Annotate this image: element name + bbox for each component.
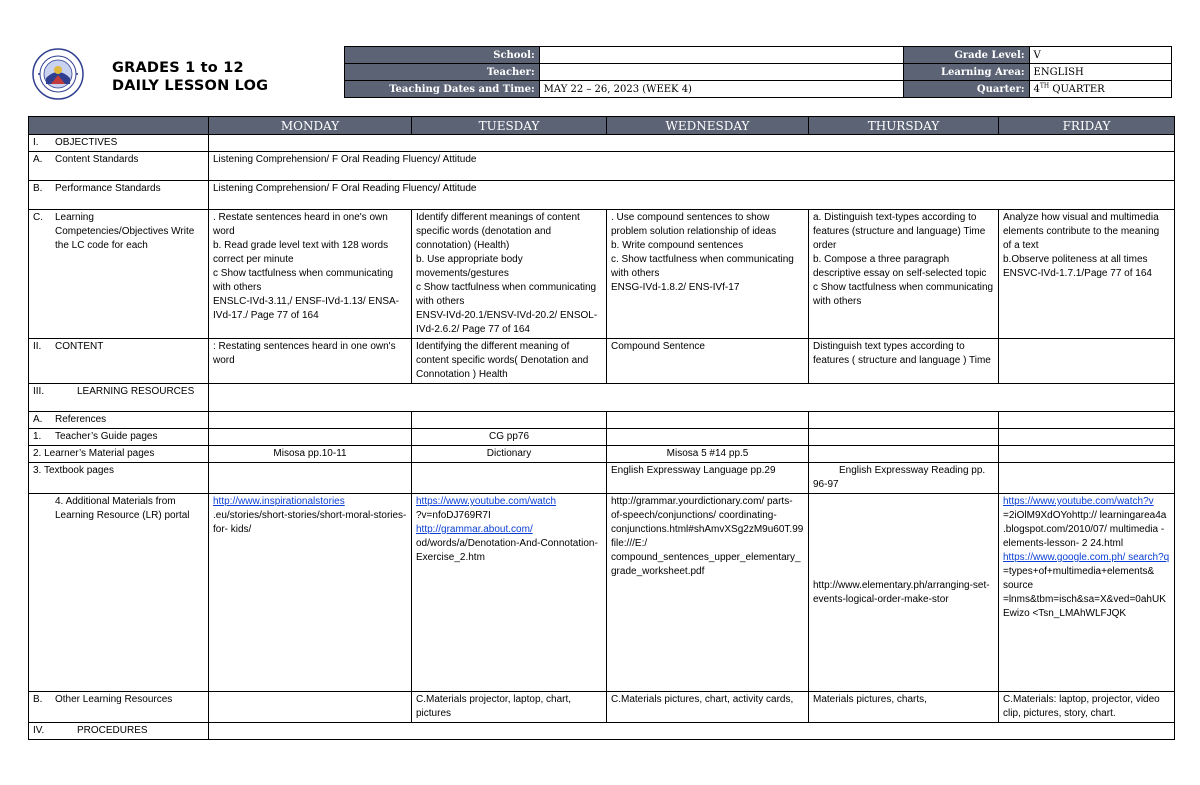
page-title [112,59,268,95]
grade-level-value: V [1029,47,1171,64]
day-header-row [29,117,1175,135]
competencies-friday: Analyze how visual and multimedia elements contribute to the meaning of a text b.Observe politeness at all times ENSVC-IVd-1.7.1/Page 77 of 164 [999,210,1175,339]
title-line-1: GRADES 1 to 12 [112,60,244,76]
additional-monday [209,494,412,692]
competencies-num: C. [33,212,43,223]
teachers-guide-num: 1. [33,431,42,442]
day-header-wednesday: WEDNESDAY [607,117,809,135]
row-learning-resources [29,384,1175,412]
other-resources-label [29,692,209,723]
competencies-monday: . Restate sentences heard in one's own word b. Read grade level text with 128 words correct per minute c Show tactfulness when communicating with others ENSLC-IVd-3.11,/ ENSF-IVd-1.13/ ENSA-IVd-17./ Page 77 of 164 [209,210,412,339]
teachers-guide-tuesday: CG pp76 [412,429,607,446]
performance-standards-value: Listening Comprehension/ F Oral Reading Fluency/ Attitude [209,181,1175,210]
content-standards-label [29,152,209,181]
additional-friday-rest: =types+of+multimedia+elements& source =lnms&tbm=isch&sa=X&ved=0ahUKEwizo <Tsn_LMAhWLFJQK [1003,566,1166,619]
additional-friday [999,494,1175,692]
learning-resources-cell [209,384,1175,412]
row-objectives [29,135,1175,152]
teachers-guide-friday [999,429,1175,446]
learners-material-wednesday: Misosa 5 #14 pp.5 [607,446,809,463]
day-header-friday: FRIDAY [999,117,1175,135]
teachers-guide-label [29,429,209,446]
other-resources-tuesday: C.Materials projector, laptop, chart, pictures [412,692,607,723]
header-info-table [344,46,1172,98]
other-resources-friday: C.Materials: laptop, projector, video clip, pictures, story, chart. [999,692,1175,723]
additional-tuesday [412,494,607,692]
other-resources-text: Other Learning Resources [55,694,173,705]
additional-tuesday-mid: ?v=nfoDJ769R7I [416,510,491,521]
day-header-thursday: THURSDAY [809,117,999,135]
content-label [29,339,209,384]
row-procedures [29,723,1175,740]
other-resources-thursday: Materials pictures, charts, [809,692,999,723]
row-content-standards [29,152,1175,181]
references-thursday [809,412,999,429]
quarter-value [1029,81,1171,98]
dll-header [28,45,1172,103]
textbook-monday [209,463,412,494]
competencies-text: Learning Competencies/Objectives Write the LC code for each [55,212,195,251]
additional-thursday: http://www.elementary.ph/arranging-set-events-logical-order-make-stor [809,494,999,692]
additional-monday-link[interactable]: http://www.inspirationalstories [213,496,345,507]
objectives-label [29,135,209,152]
competencies-thursday: a. Distinguish text-types according to features (structure and language) Time order b. Compose a three paragraph descriptive essay on self-selected topic c Show tactfulness when communicating with others [809,210,999,339]
day-header-blank [29,117,209,135]
content-thursday: Distinguish text types according to features ( structure and language ) Time [809,339,999,384]
additional-tuesday-link-1[interactable]: https://www.youtube.com/watch [416,496,557,507]
competencies-tuesday: Identify different meanings of content specific words (denotation and connotation) (Health) b. Use appropriate body movements/gestures c Show tactfulness when communicating with others ENSV-IVd-20.1/ENSV-IVd-20.2/ ENSOL-IVd-2.6.2/ Page 77 of 164 [412,210,607,339]
quarter-number: 4 [1033,83,1040,95]
competencies-wednesday: . Use compound sentences to show problem solution relationship of ideas b. Write compound sentences c. Show tactfulness when communicating with others ENSG-IVd-1.8.2/ ENS-IVf-17 [607,210,809,339]
procedures-text: PROCEDURES [77,725,148,736]
deped-seal-icon [32,48,84,100]
additional-friday-mid: =2iOlM9XdOYohttp:// learningarea4a .blogspot.com/2010/07/ multimedia -elements-lesson- 2 24.html [1003,510,1167,549]
procedures-label [29,723,209,740]
teaching-dates-label: Teaching Dates and Time: [345,81,540,98]
content-monday: : Restating sentences heard in one own's word [209,339,412,384]
other-resources-monday [209,692,412,723]
learning-resources-text: LEARNING RESOURCES [77,386,195,397]
learners-material-tuesday: Dictionary [412,446,607,463]
objectives-num: I. [33,137,39,148]
quarter-word: QUARTER [1049,83,1105,95]
performance-standards-label [29,181,209,210]
textbook-thursday [809,463,999,494]
learners-material-label: 2. Learner’s Material pages [29,446,209,463]
row-content [29,339,1175,384]
objectives-cell [209,135,1175,152]
teacher-value [539,64,903,81]
row-additional-materials [29,494,1175,692]
learners-material-monday: Misosa pp.10-11 [209,446,412,463]
textbook-friday [999,463,1175,494]
additional-tuesday-rest: od/words/a/Denotation-And-Connotation-Exercise_2.htm [416,538,598,563]
row-teachers-guide [29,429,1175,446]
content-text: CONTENT [55,341,104,352]
row-other-resources [29,692,1175,723]
procedures-cell [209,723,1175,740]
references-num: A. [33,414,43,425]
teachers-guide-monday [209,429,412,446]
content-standards-value: Listening Comprehension/ F Oral Reading Fluency/ Attitude [209,152,1175,181]
additional-materials-text: 4. Additional Materials from Learning Resource (LR) portal [55,496,190,521]
quarter-label: Quarter: [903,81,1029,98]
teaching-dates-value: MAY 22 – 26, 2023 (WEEK 4) [539,81,903,98]
other-resources-num: B. [33,694,43,705]
lesson-log-table [28,116,1175,740]
references-wednesday [607,412,809,429]
additional-friday-link-2[interactable]: https://www.google.com.ph/ search?q [1003,552,1170,563]
day-header-monday: MONDAY [209,117,412,135]
competencies-label [29,210,209,339]
title-line-2: DAILY LESSON LOG [112,78,269,94]
content-friday [999,339,1175,384]
teacher-label: Teacher: [345,64,540,81]
row-learners-material [29,446,1175,463]
references-text: References [55,414,107,425]
content-standards-text: Content Standards [55,154,139,165]
content-standards-num: A. [33,154,43,165]
school-value [539,47,903,64]
textbook-tuesday [412,463,607,494]
additional-tuesday-link-2[interactable]: http://grammar.about.com/ [416,524,533,535]
content-wednesday: Compound Sentence [607,339,809,384]
additional-wednesday: http://grammar.yourdictionary.com/ parts-of-speech/conjunctions/ coordinating-conjunctions.html#shAmvXSg2zM9u60T.99 file:///E:/ compound_sentences_upper_elementary_grade_worksheet.pdf [607,494,809,692]
learning-area-label: Learning Area: [903,64,1029,81]
textbook-thursday-text: English Expressway Reading pp. 96-97 [813,465,986,490]
row-textbook [29,463,1175,494]
performance-standards-num: B. [33,183,43,194]
objectives-text: OBJECTIVES [55,137,118,148]
learners-material-thursday [809,446,999,463]
other-resources-wednesday: C.Materials pictures, chart, activity cards, [607,692,809,723]
content-tuesday: Identifying the different meaning of content specific words( Denotation and Connotation ) Health [412,339,607,384]
textbook-label: 3. Textbook pages [29,463,209,494]
references-label [29,412,209,429]
additional-materials-label [29,494,209,692]
references-friday [999,412,1175,429]
teachers-guide-thursday [809,429,999,446]
performance-standards-text: Performance Standards [55,183,161,194]
textbook-wednesday: English Expressway Language pp.29 [607,463,809,494]
row-performance-standards [29,181,1175,210]
grade-level-label: Grade Level: [903,47,1029,64]
procedures-num: IV. [33,725,45,736]
school-label: School: [345,47,540,64]
day-header-tuesday: TUESDAY [412,117,607,135]
teachers-guide-wednesday [607,429,809,446]
learning-area-value: ENGLISH [1029,64,1171,81]
teachers-guide-text: Teacher’s Guide pages [55,431,158,442]
additional-friday-link-1[interactable]: https://www.youtube.com/watch?v [1003,496,1154,507]
references-monday [209,412,412,429]
additional-monday-rest: .eu/stories/short-stories/short-moral-stories-for- kids/ [213,510,407,535]
learning-resources-num: III. [33,386,45,397]
quarter-suffix: TH [1039,82,1050,90]
references-tuesday [412,412,607,429]
content-num: II. [33,341,42,352]
row-competencies [29,210,1175,339]
learners-material-friday [999,446,1175,463]
learning-resources-label [29,384,209,412]
row-references [29,412,1175,429]
